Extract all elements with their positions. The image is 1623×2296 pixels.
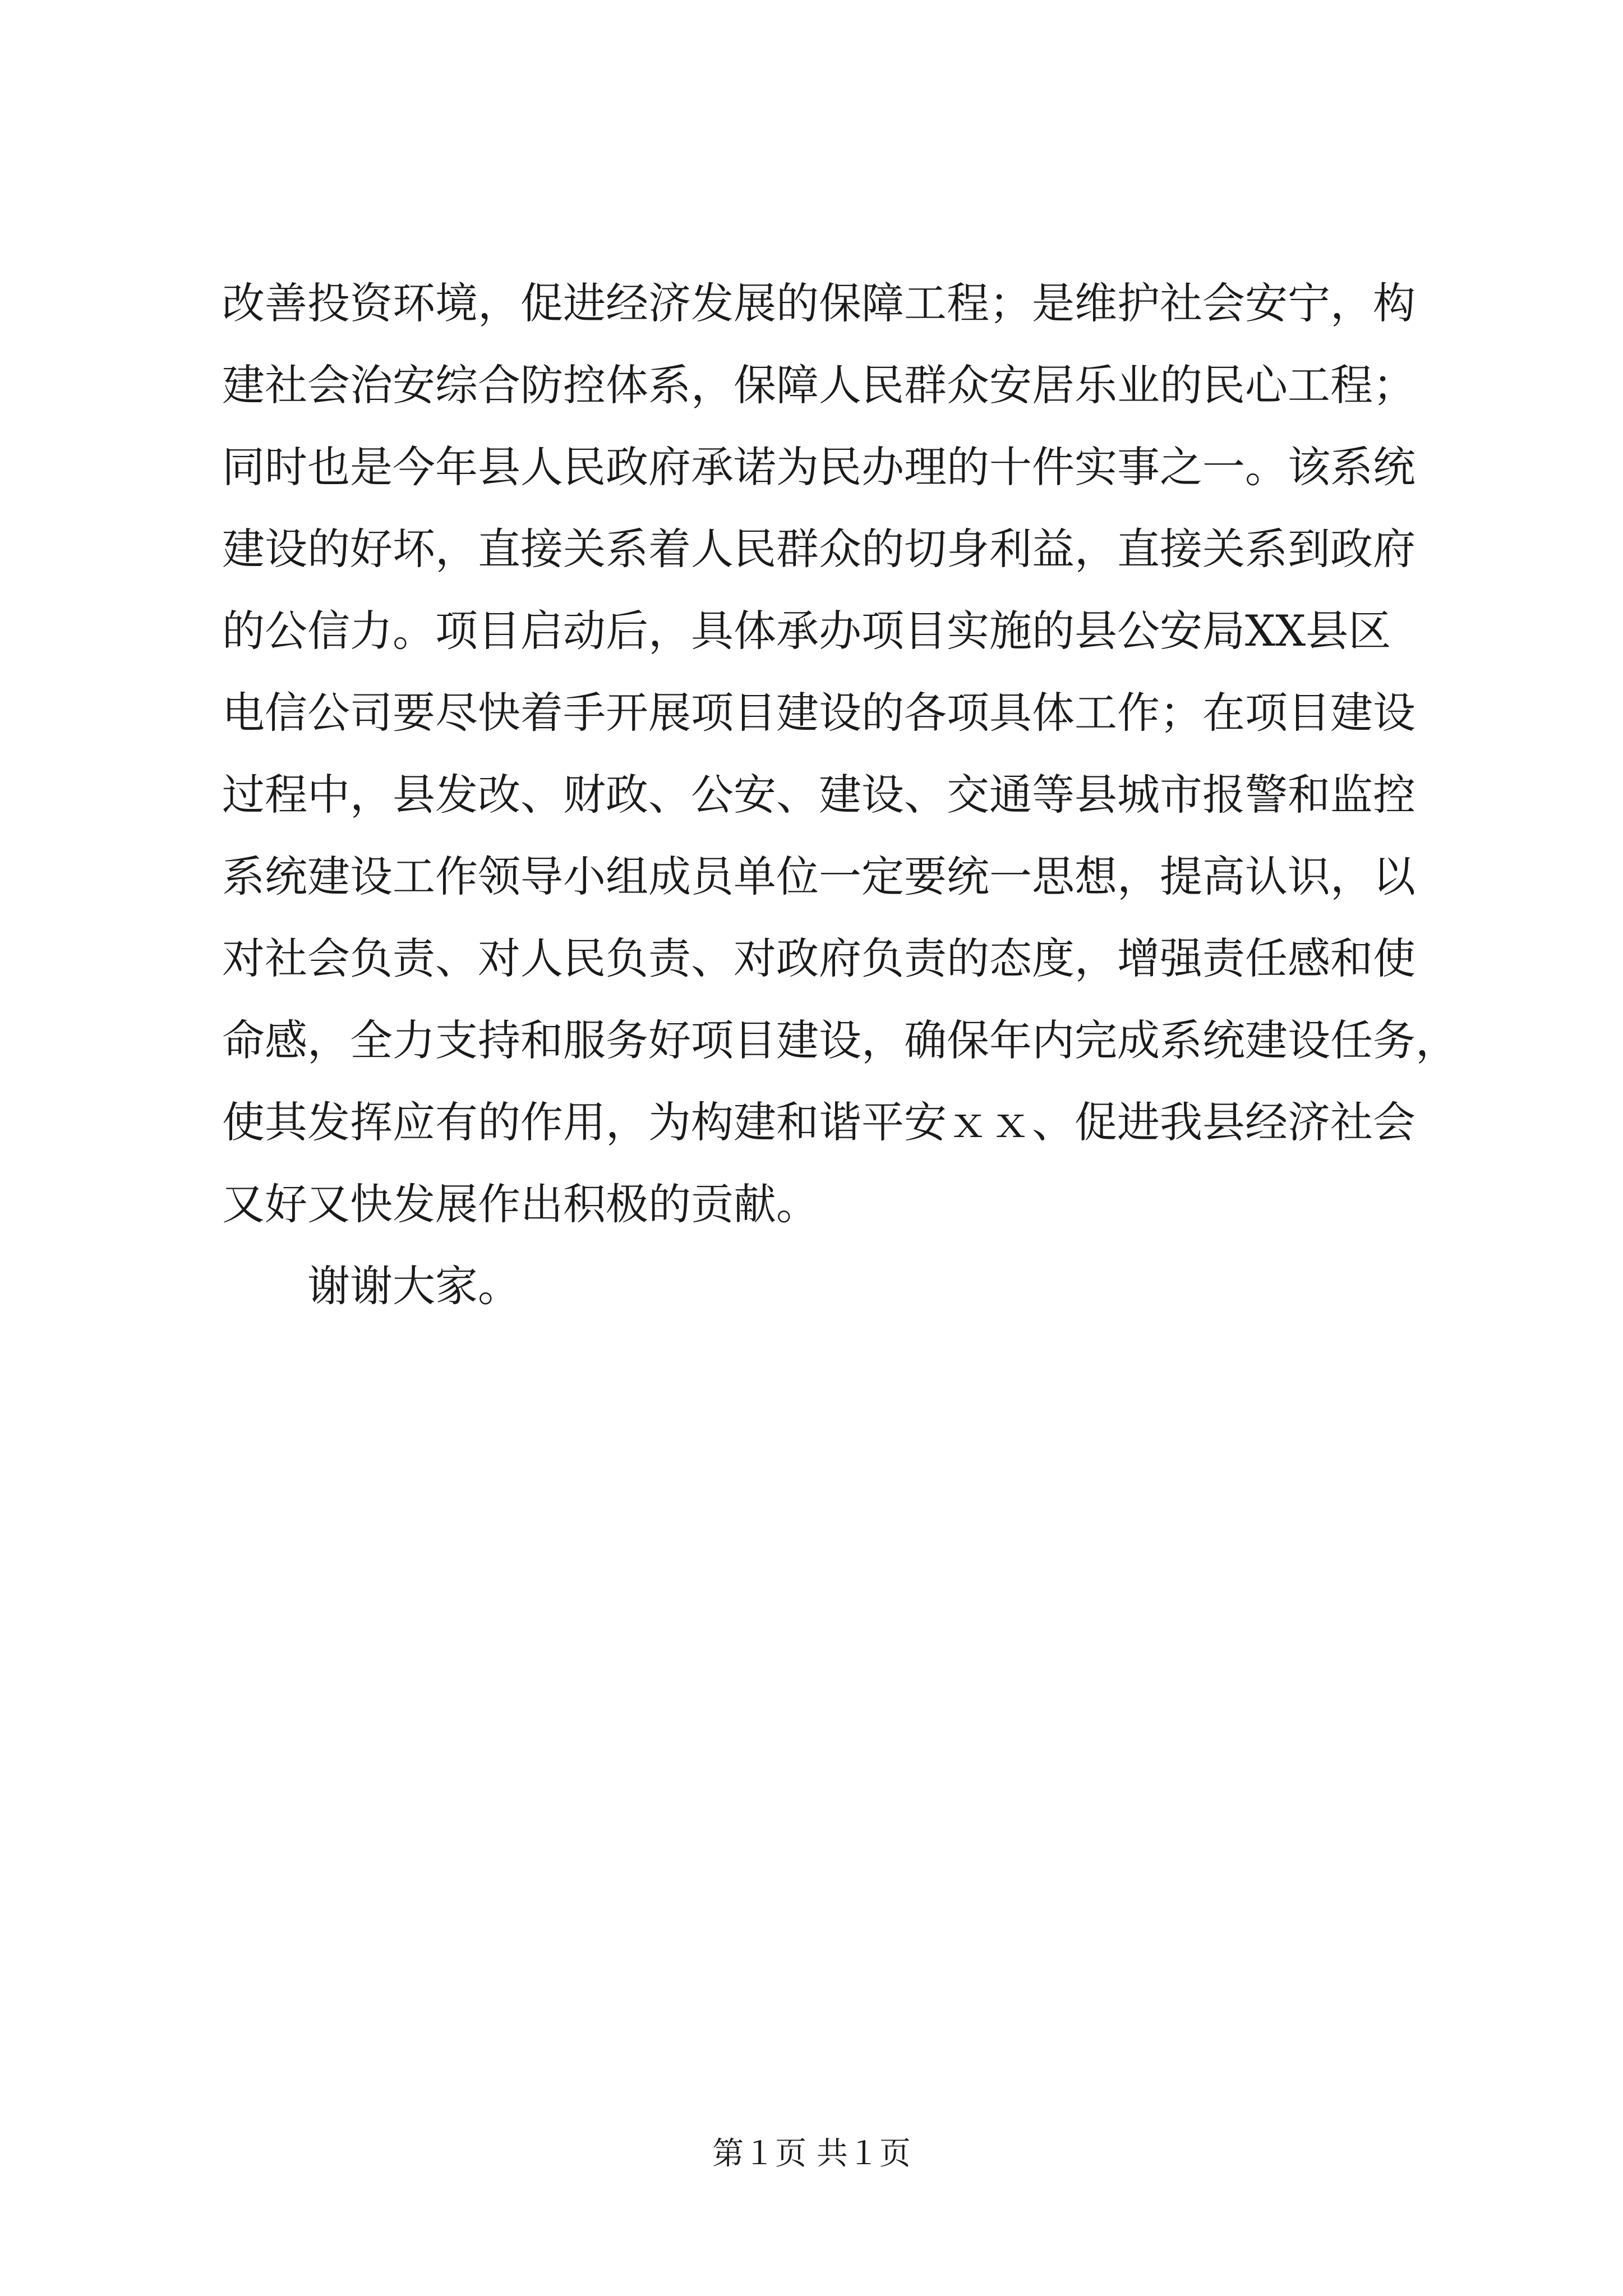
page-number-footer: 第１页 共１页 [712,2136,911,2172]
body-line: 建社会治安综合防控体系，保障人民群众安居乐业的民心工程； [222,360,1415,410]
closing-line: 谢谢大家。 [307,1261,520,1311]
body-line: 改善投资环境，促进经济发展的保障工程；是维护社会安宁，构 [222,278,1415,328]
body-line: 过程中，县发改、财政、公安、建设、交通等县城市报警和监控 [222,770,1415,820]
body-line: 使其发挥应有的作用，为构建和谐平安ｘｘ、促进我县经济社会 [222,1097,1415,1147]
body-line: 命感，全力支持和服务好项目建设，确保年内完成系统建设任务， [222,1015,1458,1065]
body-line: 系统建设工作领导小组成员单位一定要统一思想，提高认识，以 [222,852,1415,901]
document-body [222,263,1458,1327]
body-line: 建设的好坏，直接关系着人民群众的切身利益，直接关系到政府 [222,524,1415,574]
body-line: 又好又快发展作出积极的贡献。 [222,1179,819,1229]
body-line: 的公信力。项目启动后，具体承办项目实施的县公安局XX县区 [222,606,1391,656]
body-line: 对社会负责、对人民负责、对政府负责的态度，增强责任感和使 [222,933,1415,983]
body-line: 同时也是今年县人民政府承诺为民办理的十件实事之一。该系统 [222,442,1415,492]
body-line: 电信公司要尽快着手开展项目建设的各项具体工作；在项目建设 [222,688,1415,738]
